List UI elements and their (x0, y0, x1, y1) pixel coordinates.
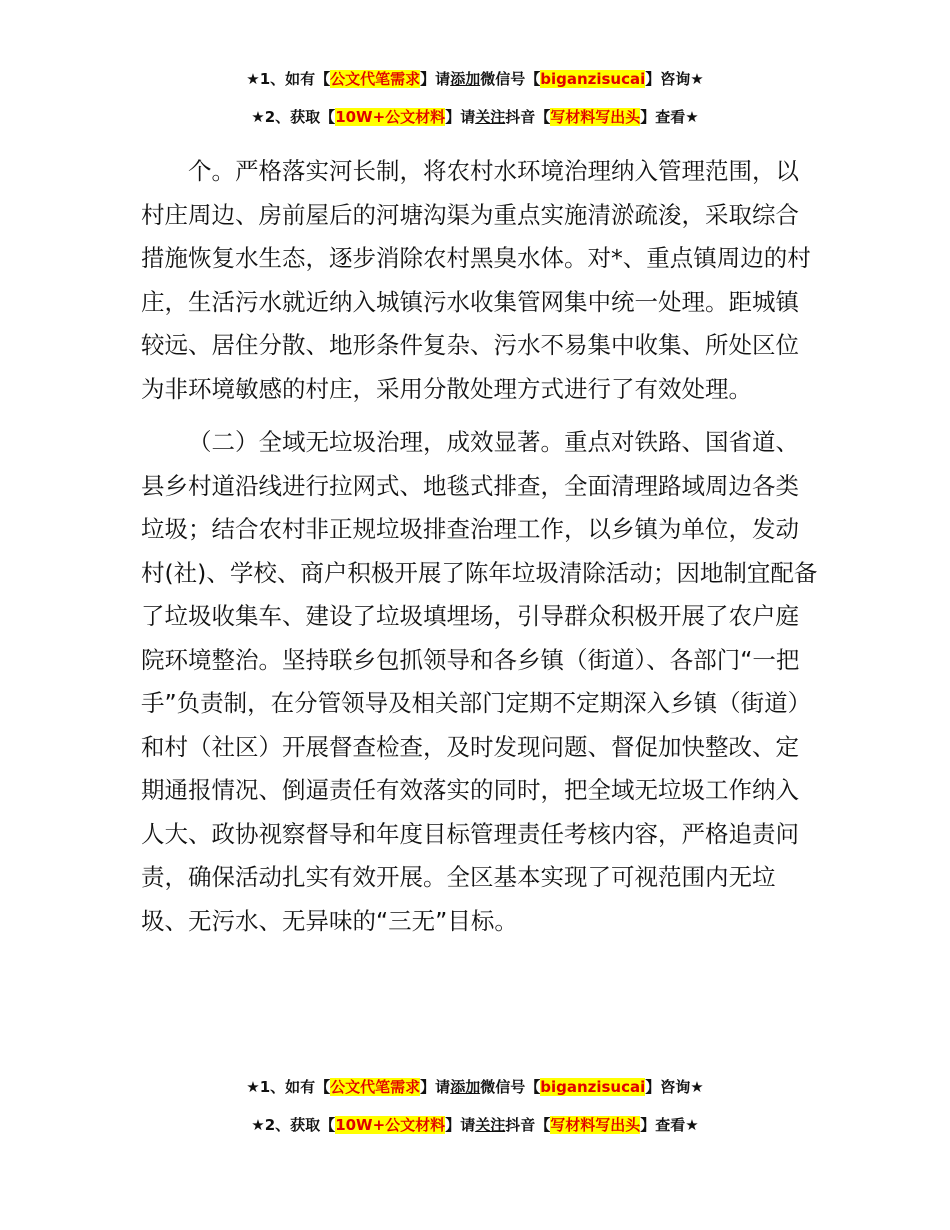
banner-text: 】请 (420, 70, 451, 88)
banner-highlight: biganzisucai (540, 70, 646, 88)
bottom-banner-line-2 (0, 1115, 950, 1135)
banner-underline: 关注 (475, 108, 506, 126)
banner-text: ★2、获取【 (251, 108, 336, 126)
banner-underline: 添加 (450, 1078, 481, 1096)
banner-text: ★1、如有【 (246, 70, 331, 88)
paragraph-1: 个。严格落实河长制，将农村水环境治理纳入管理范围，以村庄周边、房前屋后的河塘沟渠为重点实施清淤疏浚，采取综合措施恢复水生态，逐步消除农村黑臭水体。对*、重点镇周边的村庄，生活污水就近纳入城镇污水收集管网集中统一处理。距城镇较远、居住分散、地形条件复杂、污水不易集中收集、所处区位为非环境敏感的村庄，采用分散处理方式进行了有效处理。 (141, 157, 811, 403)
banner-text: 】查看★ (640, 108, 699, 126)
banner-highlight: 写材料写出头 (550, 1116, 641, 1134)
banner-text: 微信号【 (480, 1078, 541, 1096)
banner-highlight: 10W+公文材料 (335, 1116, 446, 1134)
banner-text: 】查看★ (640, 1116, 699, 1134)
paragraph-2: （二）全域无垃圾治理，成效显著。重点对铁路、国省道、县乡村道沿线进行拉网式、地毯式排查，全面清理路域周边各类垃圾；结合农村非正规垃圾排查治理工作，以乡镇为单位，发动村(社)、学校、商户积极开展了陈年垃圾清除活动；因地制宜配备了垃圾收集车、建设了垃圾填埋场，引导群众积极开展了农户庭院环境整治。坚持联乡包抓领导和各乡镇（街道）、各部门“一把手”负责制，在分管领导及相关部门定期不定期深入乡镇（街道）和村（社区）开展督查检查，及时发现问题、督促加快整改、定期通报情况、倒逼责任有效落实的同时，把全域无垃圾工作纳入人大、政协视察督导和年度目标管理责任考核内容，严格追责问责，确保活动扎实有效开展。全区基本实现了可视范围内无垃圾、无污水、无异味的“三无”目标。 (141, 428, 818, 935)
banner-text: 抖音【 (505, 1116, 551, 1134)
banner-highlight: 10W+公文材料 (335, 108, 446, 126)
banner-text: ★2、获取【 (251, 1116, 336, 1134)
banner-text: 】咨询★ (645, 1078, 704, 1096)
banner-text: 】请 (445, 108, 476, 126)
banner-underline: 关注 (475, 1116, 506, 1134)
banner-text: 】请 (445, 1116, 476, 1134)
banner-highlight: 写材料写出头 (550, 108, 641, 126)
banner-underline: 添加 (450, 70, 481, 88)
document-body (141, 150, 821, 943)
banner-text: 】请 (420, 1078, 451, 1096)
banner-text: 抖音【 (505, 108, 551, 126)
top-banner-line-1 (0, 69, 950, 89)
banner-text: 】咨询★ (645, 70, 704, 88)
banner-highlight: biganzisucai (540, 1078, 646, 1096)
banner-highlight: 公文代笔需求 (330, 1078, 421, 1096)
banner-text: ★1、如有【 (246, 1078, 331, 1096)
banner-text: 微信号【 (480, 70, 541, 88)
top-banner-line-2 (0, 107, 950, 127)
banner-highlight: 公文代笔需求 (330, 70, 421, 88)
bottom-banner-line-1 (0, 1077, 950, 1097)
